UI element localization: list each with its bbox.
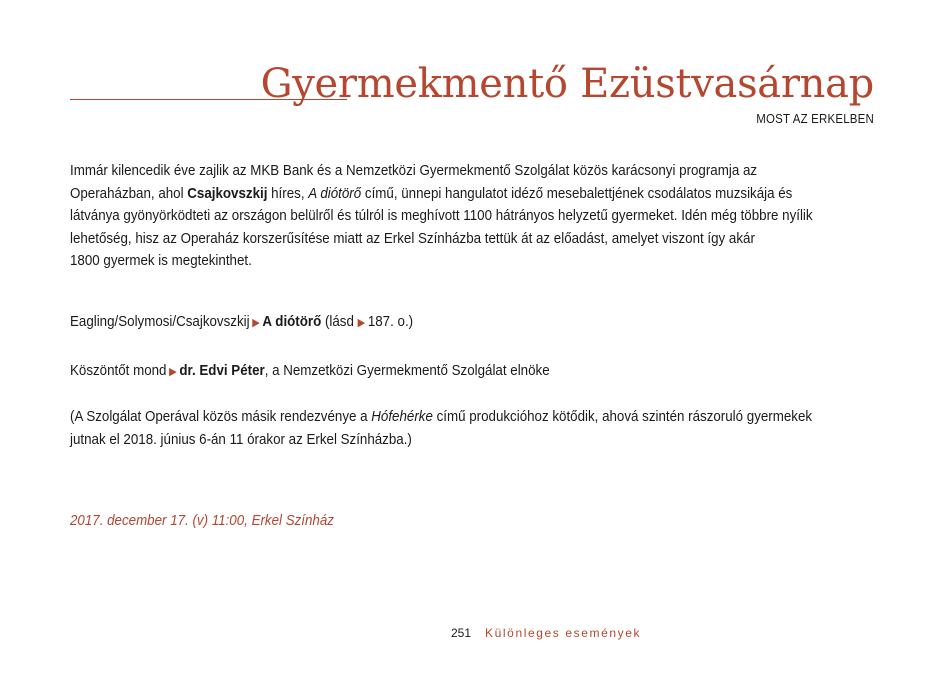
intro-line: lehetőség, hisz az Operaház korszerűsítése miatt az Erkel Színházba tettük át az előadást, amelyet viszont így akár	[70, 229, 755, 247]
page-footer	[451, 626, 641, 640]
note-work-title: Hófehérke	[371, 408, 433, 425]
intro-text: híres,	[267, 184, 309, 202]
note-line: jutnak el 2018. június 6-án 11 órakor az Erkel Színházba.)	[70, 430, 412, 448]
production-line	[70, 311, 800, 335]
greeting-name: dr. Edvi Péter	[179, 362, 265, 379]
greeting-role: , a Nemzetközi Gyermekmentő Szolgálat elnöke	[264, 362, 550, 379]
note-line	[70, 406, 813, 429]
intro-line: látványa gyönyörködteti az országon belülről és túlról is meghívott 1100 hátrányos helyzetű gyermeket. Idén még többre nyílik	[70, 207, 813, 224]
note-text: című produkcióhoz kötődik, ahová szintén rászoruló gyermekek	[432, 408, 813, 425]
page-subtitle: MOST AZ ERKELBEN	[756, 112, 874, 126]
page-number: 251	[451, 626, 472, 640]
note-paragraph	[70, 406, 813, 451]
work-title: A diótörő	[308, 184, 362, 202]
right-triangle-icon: ▶	[357, 317, 366, 329]
intro-line	[70, 183, 800, 206]
right-triangle-icon: ▶	[252, 317, 260, 329]
event-dateline: 2017. december 17. (v) 11:00, Erkel Színház	[70, 512, 334, 529]
production-credits: Eagling/Solymosi/Csajkovszkij	[70, 313, 250, 330]
intro-paragraph	[70, 160, 813, 273]
greeting-line	[70, 360, 800, 384]
section-name: Különleges események	[485, 626, 642, 640]
intro-line: 1800 gyermek is megtekinthet.	[70, 252, 252, 269]
production-title: A diótörő	[262, 313, 322, 330]
intro-text: Operaházban, ahol	[70, 184, 188, 202]
composer-name: Csajkovszkij	[187, 184, 268, 202]
production-ref-text: (lásd	[321, 313, 358, 330]
intro-text: című, ünnepi hangulatot idéző mesebalettjének csodálatos muzsikája és	[361, 184, 793, 202]
intro-line: Immár kilencedik éve zajlik az MKB Bank és a Nemzetközi Gyermekmentő Szolgálat közös karácsonyi programja az	[70, 162, 758, 179]
production-ref-page: 187. o.)	[367, 313, 414, 330]
greeting-label: Köszöntőt mond	[70, 362, 167, 379]
right-triangle-icon: ▶	[169, 366, 177, 378]
page-title: Gyermekmentő Ezüstvasárnap	[260, 61, 874, 107]
note-text: (A Szolgálat Operával közös másik rendezvénye a	[70, 408, 372, 425]
